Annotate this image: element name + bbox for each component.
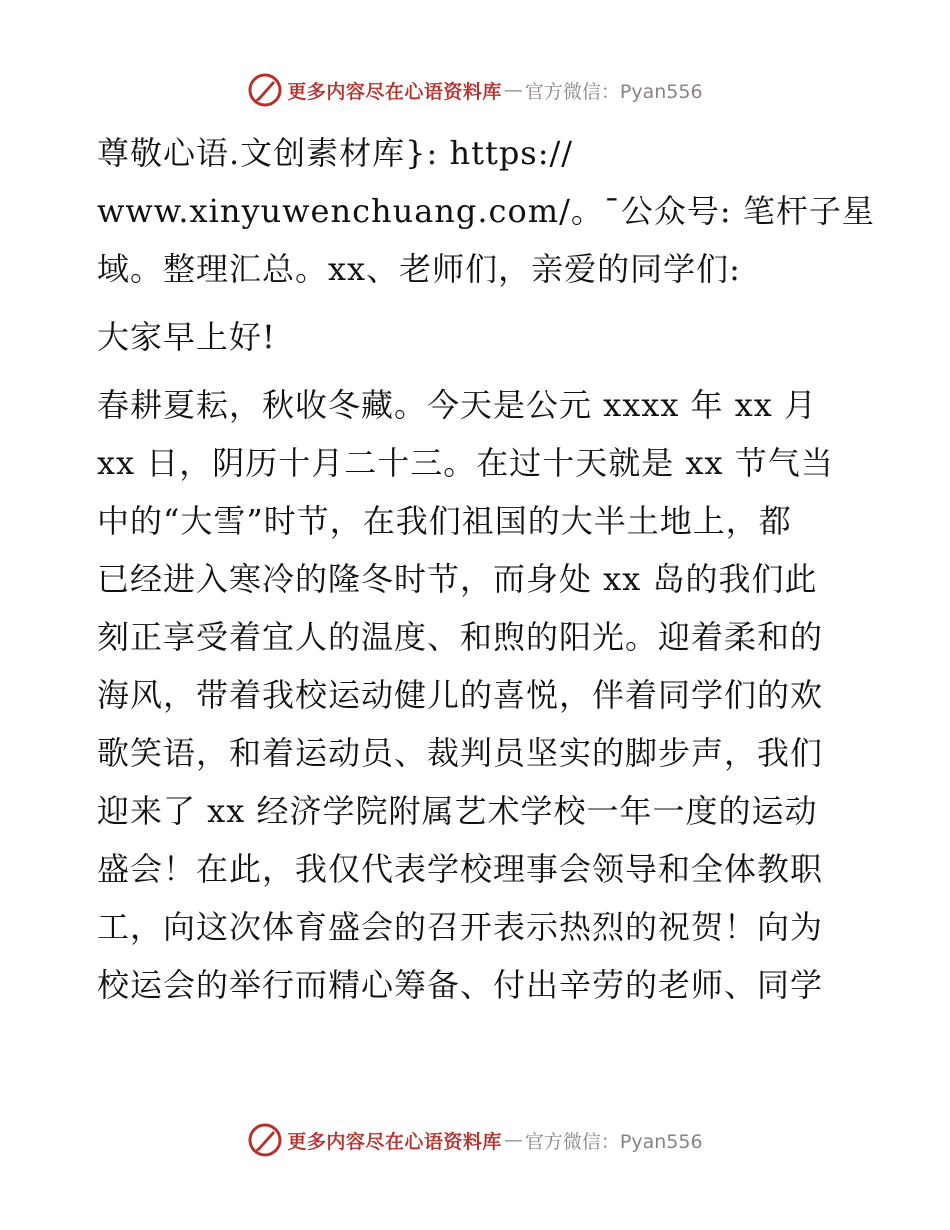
footer-banner [0, 1120, 950, 1160]
banner-dash: — [503, 79, 523, 101]
paragraph [97, 124, 875, 298]
text-line: 已经进入寒冷的隆冬时节，而身处 xx 岛的我们此 [97, 560, 818, 598]
text-line: 刻正享受着宜人的温度、和煦的阳光。迎着柔和的 [97, 618, 824, 656]
text-line: 校运会的举行而精心筹备、付出辛劳的老师、同学 [97, 966, 824, 1004]
text-line: 大家早上好! [97, 318, 276, 356]
paragraph [97, 376, 857, 1014]
header-banner [0, 70, 950, 110]
banner-title: 更多内容尽在心语资料库 [287, 1130, 502, 1153]
banner-wechat: 官方微信：Pyan556 [524, 80, 703, 103]
text-line: 海风，带着我校运动健儿的喜悦，伴着同学们的欢 [97, 676, 824, 714]
banner-title: 更多内容尽在心语资料库 [287, 80, 502, 103]
text-line: www.xinyuwenchuang.com/。¯公众号: 笔杆子星 [97, 192, 875, 230]
text-line: 盛会！在此，我仅代表学校理事会领导和全体教职 [97, 850, 824, 888]
paragraph [97, 308, 857, 366]
text-line: 春耕夏耘，秋收冬藏。今天是公元 xxxx 年 xx 月 [97, 386, 817, 424]
text-line: 尊敬心语.文创素材库}: https:// [97, 134, 574, 172]
document-body [97, 124, 875, 1014]
quill-logo-icon [247, 1122, 283, 1158]
text-line: 工，向这次体育盛会的召开表示热烈的祝贺！向为 [97, 908, 824, 946]
banner-dash: — [503, 1129, 523, 1151]
text-line: 中的“大雪”时节，在我们祖国的大半土地上，都 [97, 502, 792, 540]
quill-logo-icon [247, 72, 283, 108]
paragraph-gap [97, 298, 857, 308]
banner-wechat: 官方微信：Pyan556 [524, 1130, 703, 1153]
text-line: 域。整理汇总。xx、老师们，亲爱的同学们: [97, 250, 741, 288]
text-line: xx 日，阴历十月二十三。在过十天就是 xx 节气当 [97, 444, 834, 482]
text-line: 迎来了 xx 经济学院附属艺术学校一年一度的运动 [97, 792, 818, 830]
text-line: 歌笑语，和着运动员、裁判员坚实的脚步声，我们 [97, 734, 824, 772]
paragraph-gap [97, 366, 857, 376]
